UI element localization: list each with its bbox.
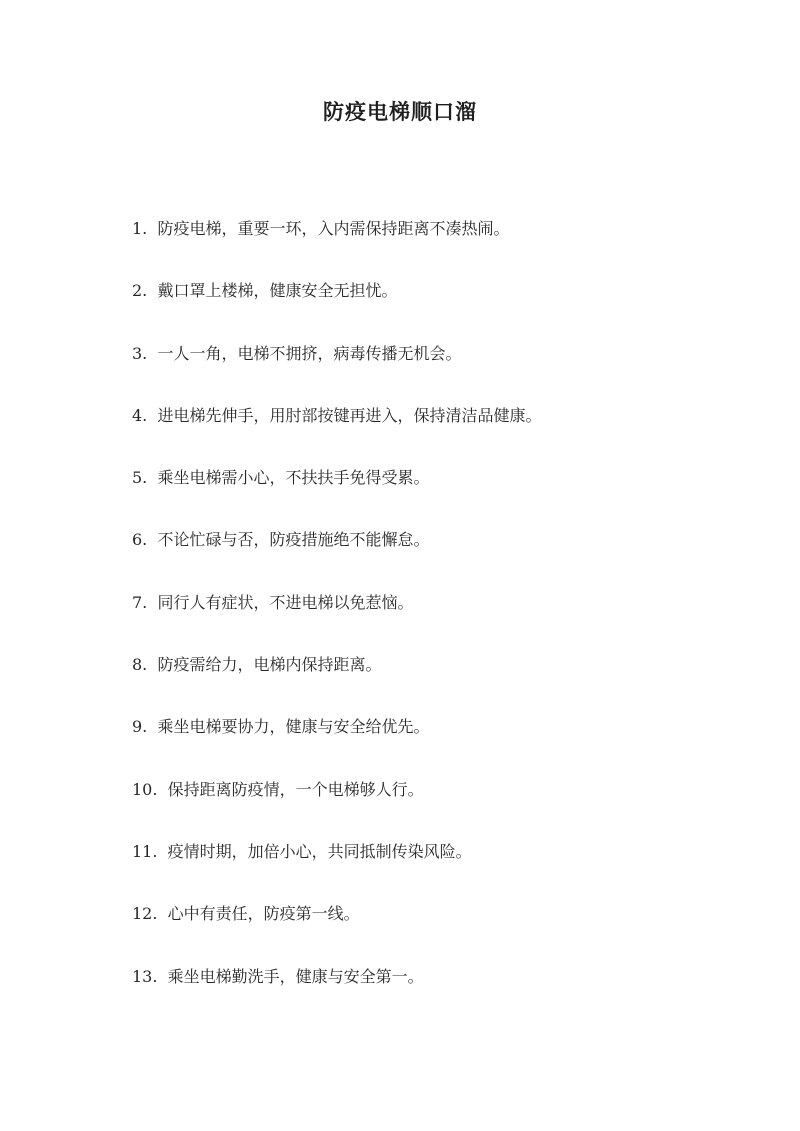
list-item xyxy=(132,650,752,712)
list-item xyxy=(132,712,752,774)
item-number: 5. xyxy=(132,468,148,488)
item-text: 保持距离防疫情，一个电梯够人行。 xyxy=(167,779,424,799)
item-number: 4. xyxy=(132,405,148,425)
item-text: 进电梯先伸手，用肘部按键再进入，保持清洁品健康。 xyxy=(157,405,542,425)
list-item xyxy=(132,525,752,587)
item-number: 12. xyxy=(132,904,158,924)
item-number: 10. xyxy=(132,779,158,799)
item-number: 8. xyxy=(132,655,148,675)
list-item xyxy=(132,463,752,525)
item-text: 戴口罩上楼梯，健康安全无担忧。 xyxy=(157,281,398,301)
page-title: 防疫电梯顺口溜 xyxy=(323,99,477,124)
item-number: 6. xyxy=(132,530,148,550)
item-number: 1. xyxy=(132,219,148,238)
item-number: 2. xyxy=(132,281,148,301)
list-item xyxy=(132,401,752,463)
item-number: 7. xyxy=(132,592,148,612)
list-item xyxy=(132,588,752,650)
item-number: 9. xyxy=(132,717,148,737)
rhyme-list xyxy=(132,214,752,1024)
list-item xyxy=(132,775,752,837)
list-item xyxy=(132,837,752,899)
item-text: 心中有责任，防疫第一线。 xyxy=(167,904,360,924)
item-text: 乘坐电梯勤洗手，健康与安全第一。 xyxy=(167,966,424,986)
item-number: 13. xyxy=(132,966,158,986)
item-text: 防疫电梯，重要一环，入内需保持距离不凑热闹。 xyxy=(157,219,510,238)
item-number: 11. xyxy=(132,841,158,861)
item-number: 3. xyxy=(132,343,148,363)
list-item xyxy=(132,214,752,276)
list-item xyxy=(132,899,752,961)
item-text: 疫情时期，加倍小心，共同抵制传染风险。 xyxy=(167,841,472,861)
item-text: 防疫需给力，电梯内保持距离。 xyxy=(157,655,382,675)
item-text: 不论忙碌与否，防疫措施绝不能懈怠。 xyxy=(157,530,430,550)
item-text: 乘坐电梯需小心，不扶扶手免得受累。 xyxy=(157,468,430,488)
item-text: 一人一角，电梯不拥挤，病毒传播无机会。 xyxy=(157,343,462,363)
item-text: 乘坐电梯要协力，健康与安全给优先。 xyxy=(157,717,430,737)
item-text: 同行人有症状，不进电梯以免惹恼。 xyxy=(157,592,414,612)
list-item xyxy=(132,962,752,1024)
list-item xyxy=(132,339,752,401)
list-item xyxy=(132,276,752,338)
